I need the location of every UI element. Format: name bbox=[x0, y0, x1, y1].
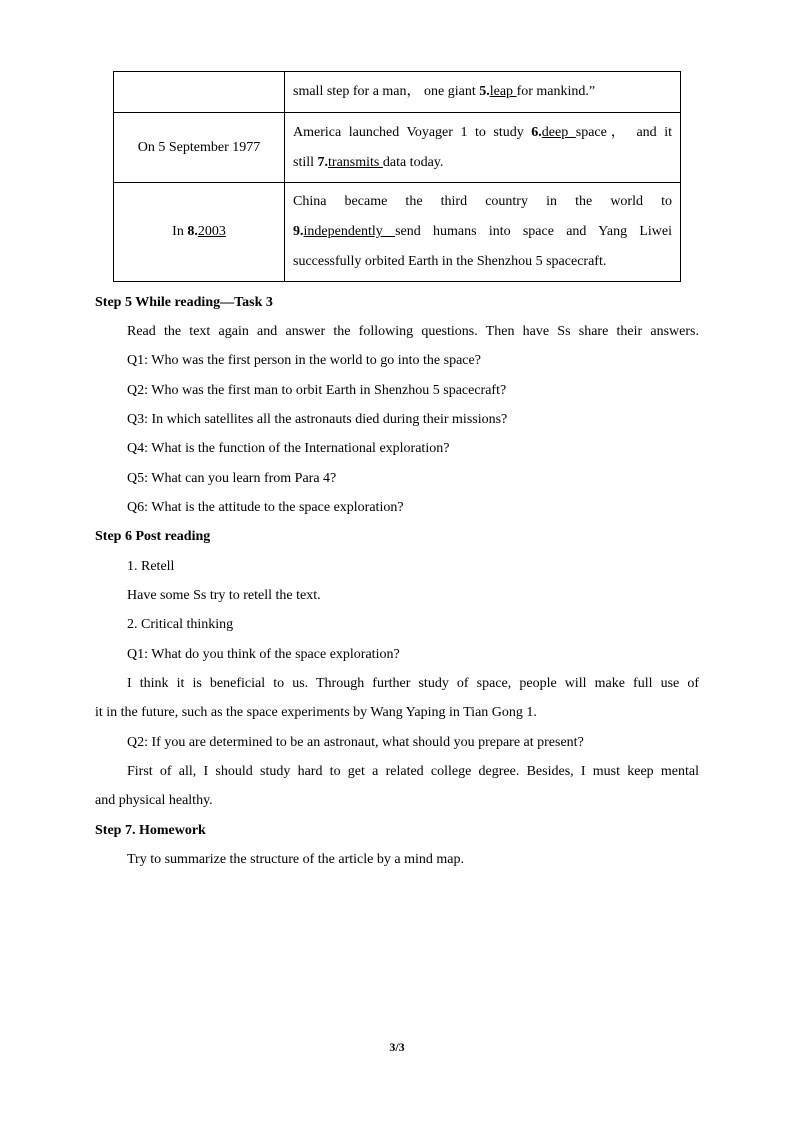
answer-line: First of all, I should study hard to get a related college degree. Besides, I must keep mental bbox=[127, 764, 699, 779]
step5-intro: Read the text again and answer the following questions. Then have Ss share their answers. bbox=[127, 324, 699, 339]
step6-heading: Step 6 Post reading bbox=[95, 529, 211, 544]
blank-answer: independently bbox=[303, 224, 396, 239]
table-cell-event bbox=[285, 183, 681, 282]
blank-number: 6. bbox=[531, 124, 542, 140]
cell-line: America launched Voyager 1 to study 6.deep space， and it bbox=[293, 124, 672, 140]
cell-line: successfully orbited Earth in the Shenzhou 5 spacecraft. bbox=[293, 254, 607, 269]
blank-answer: transmits bbox=[328, 154, 383, 170]
date-prefix: In bbox=[172, 224, 188, 239]
blank-number: 8. bbox=[187, 224, 198, 239]
step7-heading: Step 7. Homework bbox=[95, 823, 206, 838]
table-row bbox=[114, 183, 681, 282]
table-row bbox=[114, 113, 681, 183]
blank-answer: leap bbox=[489, 84, 517, 99]
question: Q2: Who was the first man to orbit Earth in Shenzhou 5 spacecraft? bbox=[127, 383, 507, 398]
cell-line: 9.independently send humans into space and Yang Liwei bbox=[293, 224, 673, 239]
answer-line: and physical healthy. bbox=[95, 793, 213, 808]
step5-heading: Step 5 While reading—Task 3 bbox=[95, 295, 273, 310]
question: Q1: What do you think of the space exploration? bbox=[127, 647, 400, 662]
table-cell-event bbox=[285, 72, 681, 113]
answer-line: I think it is beneficial to us. Through further study of space, people will make full use of bbox=[127, 676, 699, 691]
table-cell-date bbox=[114, 72, 285, 113]
answer-line: it in the future, such as the space experiments by Wang Yaping in Tian Gong 1. bbox=[95, 705, 537, 720]
retell-title: 1. Retell bbox=[127, 559, 175, 574]
retell-text: Have some Ss try to retell the text. bbox=[127, 588, 321, 603]
timeline-table bbox=[113, 71, 681, 282]
table-row bbox=[114, 72, 681, 113]
question: Q6: What is the attitude to the space exploration? bbox=[127, 500, 404, 515]
table-cell-date: On 5 September 1977 bbox=[114, 113, 285, 183]
blank-number: 9. bbox=[293, 224, 304, 239]
blank-answer: deep bbox=[541, 124, 576, 140]
table-cell-date bbox=[114, 183, 285, 282]
question: Q1: Who was the first person in the world to go into the space? bbox=[127, 353, 481, 368]
critical-thinking-title: 2. Critical thinking bbox=[127, 617, 234, 632]
blank-answer: 2003 bbox=[197, 224, 226, 239]
blank-number: 5. bbox=[479, 84, 490, 99]
question: Q5: What can you learn from Para 4? bbox=[127, 471, 337, 486]
cell-line: China became the third country in the world to bbox=[293, 194, 672, 209]
question: Q4: What is the function of the International exploration? bbox=[127, 441, 450, 456]
table-cell-event bbox=[285, 113, 681, 183]
page-number: 3/3 bbox=[389, 1040, 405, 1054]
question: Q2: If you are determined to be an astronaut, what should you prepare at present? bbox=[127, 735, 584, 750]
blank-number: 7. bbox=[317, 154, 329, 170]
homework-text: Try to summarize the structure of the article by a mind map. bbox=[127, 852, 464, 867]
cell-line: still 7.transmits data today. bbox=[293, 154, 444, 170]
question: Q3: In which satellites all the astronauts died during their missions? bbox=[127, 412, 508, 427]
cell-line: small step for a man， one giant 5.leap for mankind.” bbox=[293, 84, 596, 99]
